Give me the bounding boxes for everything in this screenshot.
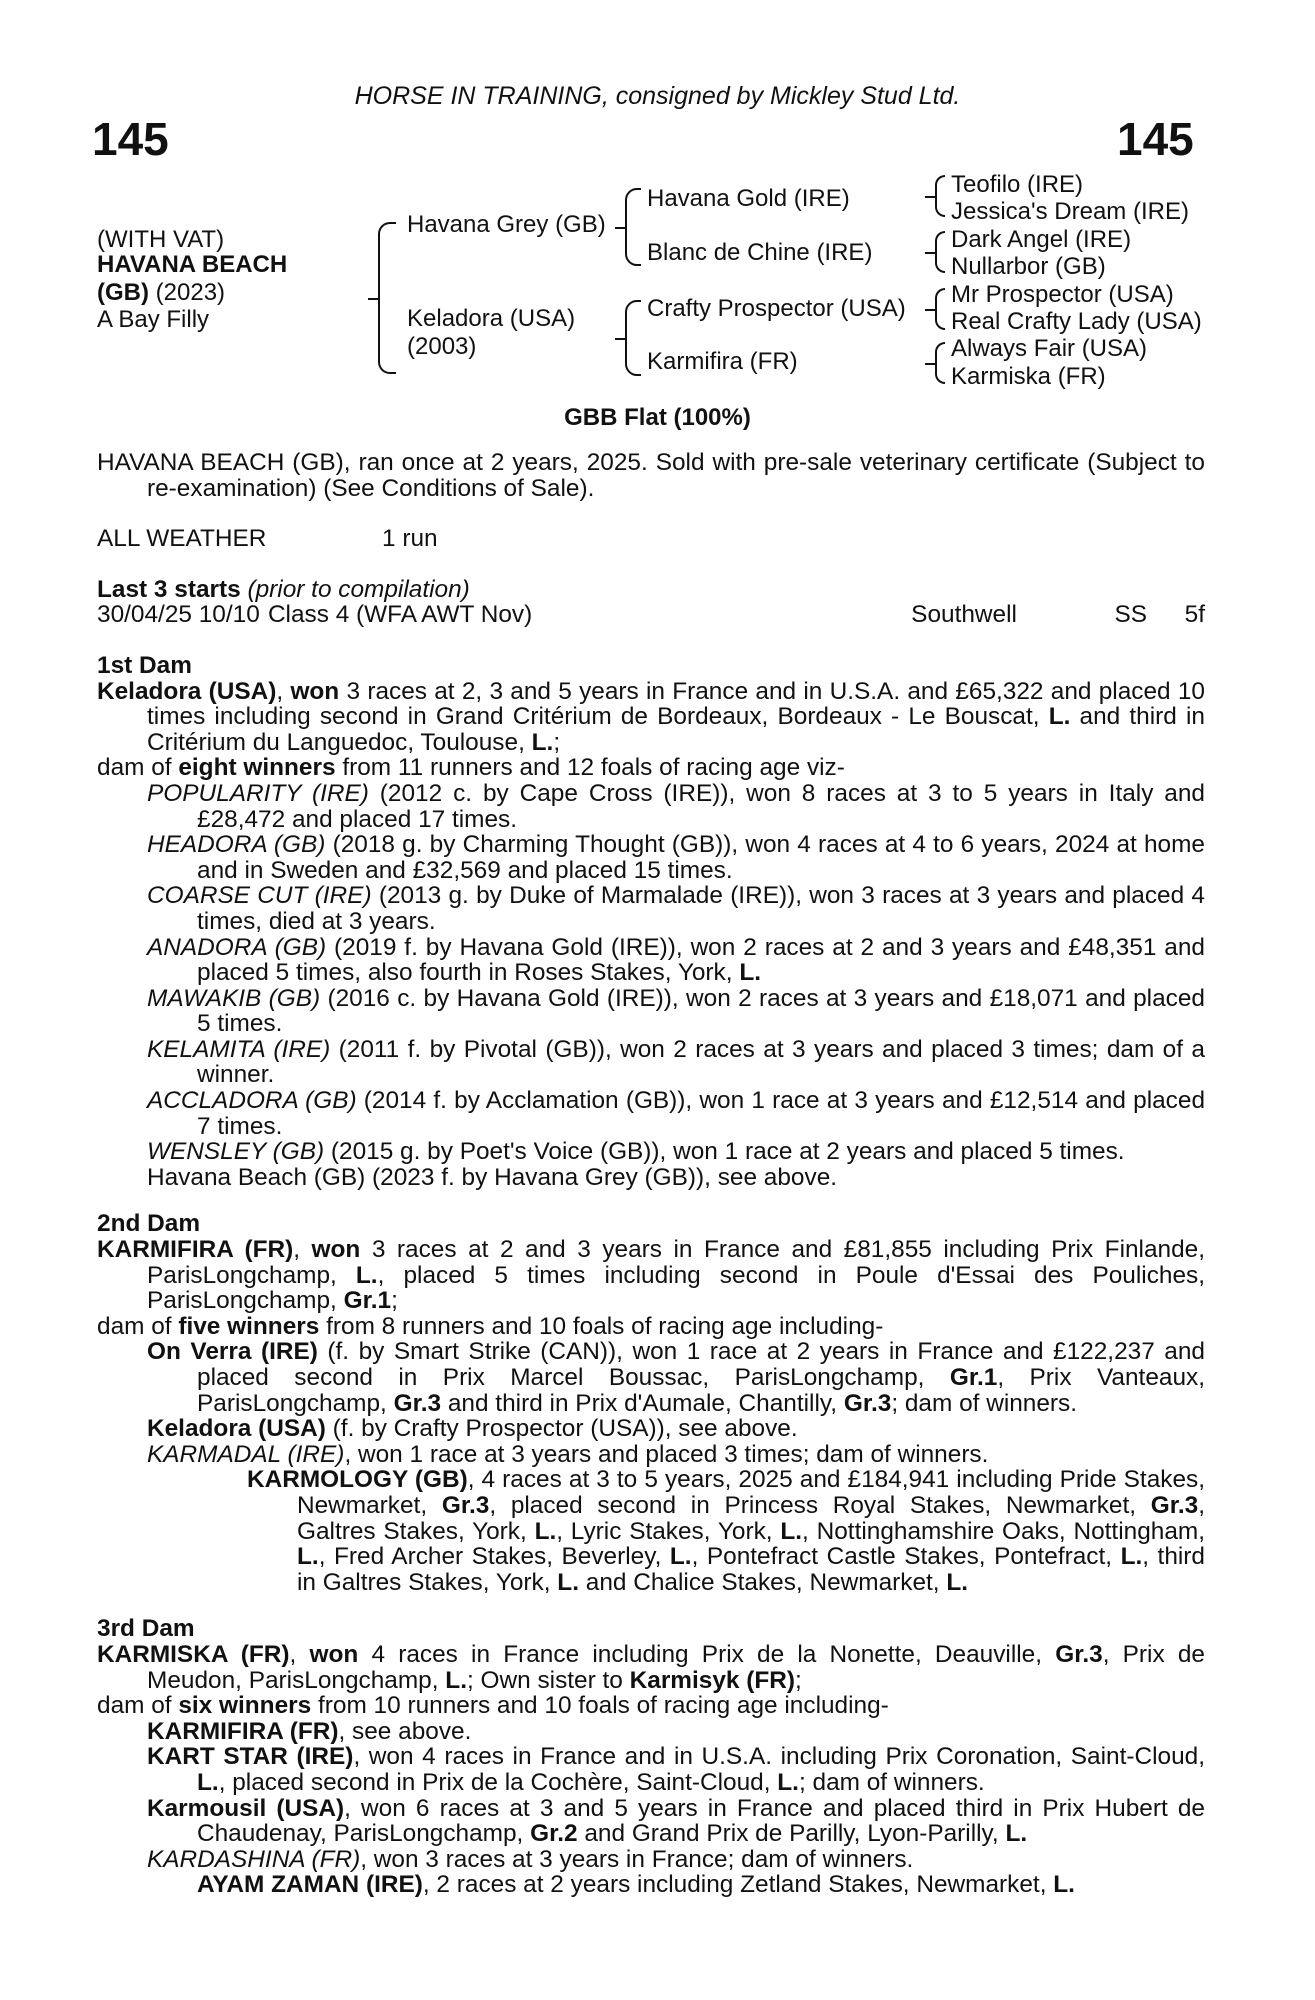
dam1-foal-8: WENSLEY (GB) (2015 g. by Poet's Voice (GB)), won 1 race at 2 years and placed 5 times. — [147, 1138, 1125, 1166]
dam1-foal-1: POPULARITY (IRE) (2012 c. by Cape Cross (IRE)), won 8 races at 3 to 5 years in Italy and £28,472 and placed 17 times. — [147, 779, 1205, 833]
runs-surface: ALL WEATHER — [97, 525, 267, 553]
pedigree-brace-g3-4 — [935, 342, 945, 384]
race-distance: 5f — [1184, 601, 1205, 629]
dam3-record: KARMISKA (FR), won 4 races in France including Prix de la Nonette, Deauville, Gr.3, Prix de Meudon, ParisLongchamp, L.; Own sister to Karmisyk (FR); — [97, 1640, 1205, 1694]
pedigree-dam-dam: Karmifira (FR) — [647, 348, 798, 375]
dam3-grandfoal-ayamzaman: AYAM ZAMAN (IRE), 2 races at 2 years including Zetland Stakes, Newmarket, L. — [197, 1871, 1075, 1899]
dam2-foal-karmadal: KARMADAL (IRE), won 1 race at 3 years and placed 3 times; dam of winners. — [147, 1440, 989, 1468]
dam1-damof: dam of eight winners from 11 runners and 12 foals of racing age viz- — [97, 754, 845, 782]
dam2-record: KARMIFIRA (FR), won 3 races at 2 and 3 years in France and £81,855 including Prix Finlande, ParisLongchamp, L., placed 5 times including second in Poule d'Essai des Pouliches, ParisLongchamp, Gr.1; — [97, 1236, 1206, 1315]
dam2-heading: 2nd Dam — [97, 1210, 201, 1238]
pedigree-g3-5: Mr Prospector (USA) — [951, 281, 1174, 308]
pedigree-g3-1: Teofilo (IRE) — [951, 171, 1084, 198]
horse-country: (GB) — [97, 279, 149, 306]
race-course: Southwell — [911, 601, 1017, 629]
horse-year: (2023) — [155, 279, 226, 306]
lot-number-left: 145 — [92, 113, 169, 165]
catalogue-body — [97, 450, 1205, 1898]
pedigree-brace-g3-2 — [935, 231, 945, 273]
race-position: 10/10 — [198, 601, 260, 629]
pedigree-brace-g3-1 — [935, 175, 945, 217]
dam3-name: KARMISKA (FR) — [97, 1640, 290, 1668]
last-starts-title: Last 3 starts — [97, 575, 241, 603]
vat-note: (WITH VAT) — [97, 226, 225, 253]
dam3-foal-kartstar: KART STAR (IRE), won 4 races in France and in U.S.A. including Prix Coronation, Saint-Cloud, L., placed second in Prix de la Cochère, Saint-Cloud, L.; dam of winners. — [147, 1743, 1205, 1796]
last-starts-heading — [97, 577, 1205, 603]
dam1-foal-7: ACCLADORA (GB) (2014 f. by Acclamation (GB)), won 1 race at 3 years and £12,514 and placed 7 times. — [147, 1087, 1206, 1140]
pedigree-g3-8: Karmiska (FR) — [951, 363, 1106, 390]
pedigree-g3-7: Always Fair (USA) — [951, 335, 1148, 362]
pedigree-sire-sire: Havana Gold (IRE) — [647, 185, 850, 212]
pedigree-g3-4: Nullarbor (GB) — [951, 253, 1106, 280]
race-going: SS — [1114, 601, 1148, 629]
pedigree-dam-year: (2003) — [407, 333, 477, 360]
pedigree-sire-dam: Blanc de Chine (IRE) — [647, 239, 873, 266]
dam1-foal-9: Havana Beach (GB) (2023 f. by Havana Grey (GB)), see above. — [147, 1163, 838, 1191]
dam1-name: Keladora (USA) — [97, 677, 277, 705]
dam2-foal-keladora: Keladora (USA) (f. by Crafty Prospector (USA)), see above. — [147, 1415, 798, 1443]
dam2-grandfoal-karmology: KARMOLOGY (GB), 4 races at 3 to 5 years, 2025 and £184,941 including Pride Stakes, Newmarket, Gr.3, placed second in Princess Royal Stakes, Newmarket, Gr.3, Galtres Stakes, York, L., Lyric Stakes, York, L., Nottinghamshire Oaks, Nottingham, L., Fred Archer Stakes, Beverley, L., Pontefract Castle Stakes, Pontefract, L., third in Galtres Stakes, York, L. and Chalice Stakes, Newmarket, L. — [247, 1466, 1205, 1596]
dam1-foal-5: MAWAKIB (GB) (2016 c. by Havana Gold (IRE)), won 2 races at 3 years and £18,071 and placed 5 times. — [147, 984, 1205, 1038]
dam3-damof: dam of six winners from 10 runners and 10 foals of racing age including- — [97, 1692, 889, 1720]
dam2-name: KARMIFIRA (FR) — [97, 1236, 294, 1264]
horse-origin — [97, 279, 225, 307]
gbb-rating: GBB Flat (100%) — [564, 404, 751, 431]
dam1-foal-3: COARSE CUT (IRE) (2013 g. by Duke of Marmalade (IRE)), won 3 races at 3 years and placed 4 times, died at 3 years. — [147, 882, 1205, 935]
dam1-heading: 1st Dam — [97, 651, 192, 679]
dam3-heading: 3rd Dam — [97, 1615, 195, 1643]
dam1-foal-6: KELAMITA (IRE) (2011 f. by Pivotal (GB)), won 2 races at 3 years and placed 3 times; dam of a winner. — [147, 1035, 1205, 1089]
last-starts-note: (prior to compilation) — [247, 575, 470, 603]
pedigree-g3-3: Dark Angel (IRE) — [951, 226, 1132, 253]
race-date-pos — [97, 602, 268, 628]
pedigree-dam: Keladora (USA) — [407, 305, 576, 332]
pedigree-dam-sire: Crafty Prospector (USA) — [647, 295, 906, 322]
dam2-damof: dam of five winners from 8 runners and 10 foals of racing age including- — [97, 1312, 884, 1340]
pedigree-brace-g3-3 — [935, 288, 945, 330]
dam1-record: Keladora (USA), won 3 races at 2, 3 and 5 years in France and in U.S.A. and £65,322 and placed 10 times including second in Grand Critérium de Bordeaux, Bordeaux - Le Bouscat, L. and third in Critérium du Languedoc, Toulouse, L.; — [97, 677, 1205, 756]
race-date: 30/04/25 — [97, 601, 192, 629]
pedigree-sire: Havana Grey (GB) — [407, 211, 606, 238]
pedigree-brace-main — [378, 222, 396, 374]
lot-number-right: 145 — [1117, 113, 1194, 165]
dam1-foal-2: HEADORA (GB) (2018 g. by Charming Thought (GB)), won 4 races at 4 to 6 years, 2024 at home and in Sweden and £32,569 and placed 15 times. — [147, 831, 1205, 884]
dam3-foal-kardashina: KARDASHINA (FR), won 3 races at 3 years in France; dam of winners. — [147, 1845, 914, 1873]
pedigree-g3-6: Real Crafty Lady (USA) — [951, 308, 1202, 335]
dam3-foal-karmousil: Karmousil (USA), won 6 races at 3 and 5 years in France and placed third in Prix Hubert de Chaudenay, ParisLongchamp, Gr.2 and Grand Prix de Parilly, Lyon-Parilly, L. — [147, 1794, 1205, 1848]
pedigree-g3-2: Jessica's Dream (IRE) — [951, 198, 1189, 225]
dam3-foal-karmifira: KARMIFIRA (FR), see above. — [147, 1717, 472, 1745]
dam1-foal-4: ANADORA (GB) (2019 f. by Havana Gold (IRE)), won 2 races at 2 and 3 years and £48,351 and placed 5 times, also fourth in Roses Stakes, York, L. — [147, 933, 1205, 987]
pedigree-brace-sire — [625, 188, 641, 266]
horse-description: A Bay Filly — [97, 306, 210, 333]
pedigree-brace-dam — [625, 300, 641, 376]
runs-summary — [97, 526, 1205, 552]
horse-name: HAVANA BEACH — [97, 251, 288, 278]
race-class: Class 4 (WFA AWT Nov) — [267, 601, 533, 629]
catalogue-header: HORSE IN TRAINING, consigned by Mickley Stud Ltd. — [354, 82, 961, 110]
dam1-won: won — [290, 677, 340, 705]
dam2-foal-onverra: On Verra (IRE) (f. by Smart Strike (CAN)), won 1 race at 2 years in France and £122,237 and placed second in Prix Marcel Boussac, ParisLongchamp, Gr.1, Prix Vanteaux, ParisLongchamp, Gr.3 and third in Prix d'Aumale, Chantilly, Gr.3; dam of winners. — [147, 1338, 1205, 1417]
runs-count: 1 run — [382, 525, 438, 553]
race-row — [97, 602, 1205, 628]
summary-text: HAVANA BEACH (GB), ran once at 2 years, 2025. Sold with pre-sale veterinary certificate (Subject to re-examination) (See Conditions of Sale). — [97, 449, 1205, 502]
